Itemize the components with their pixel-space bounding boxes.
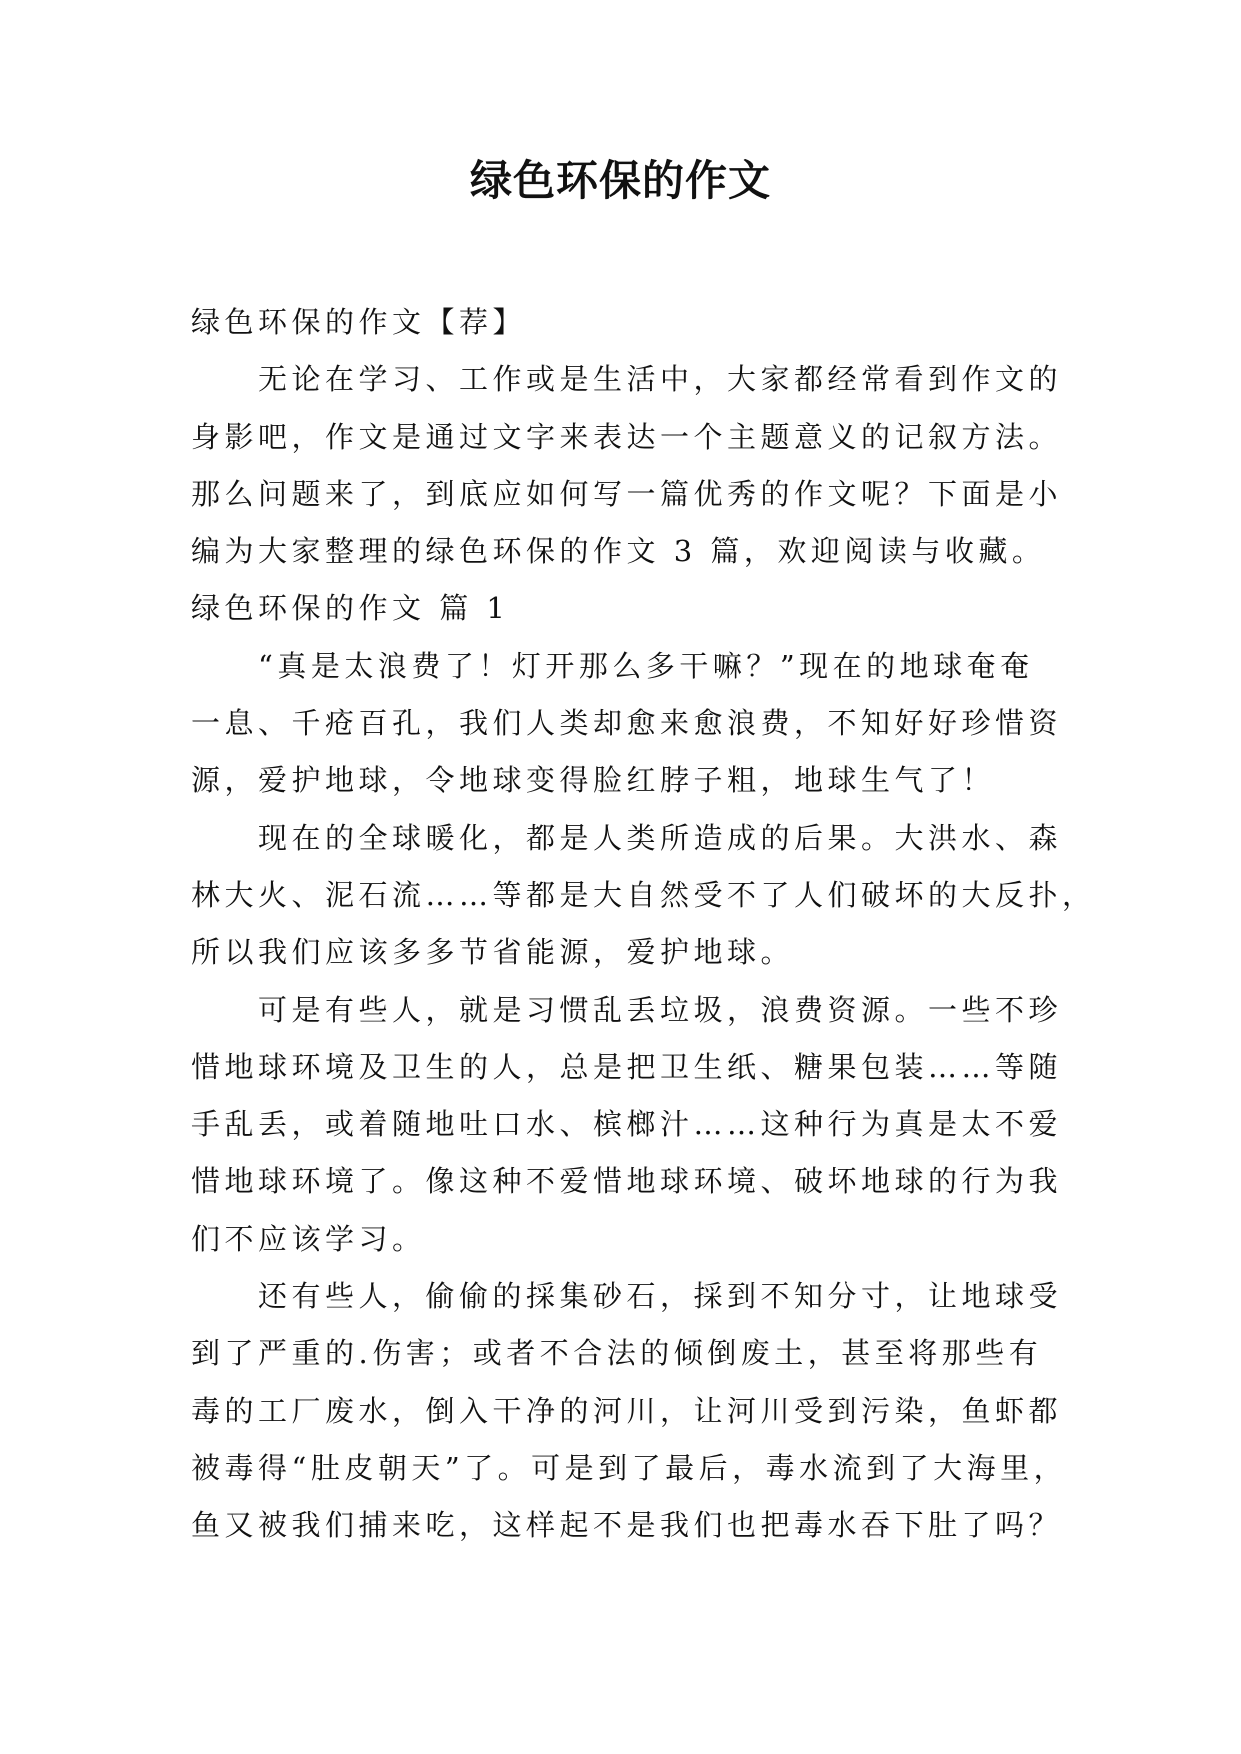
paragraph-line: 还有些人，偷偷的採集砂石，採到不知分寸，让地球受 bbox=[191, 1279, 1063, 1314]
paragraph-line: 可是有些人，就是习惯乱丢垃圾，浪费资源。一些不珍 bbox=[191, 992, 1063, 1027]
paragraph-line: 惜地球环境了。像这种不爱惜地球环境、破坏地球的行为我 bbox=[191, 1164, 1063, 1199]
paragraph-line: 编为大家整理的绿色环保的作文 3 篇，欢迎阅读与收藏。 bbox=[191, 534, 1046, 569]
paragraph-line: “真是太浪费了！灯开那么多干嘛？”现在的地球奄奄 bbox=[191, 648, 1034, 683]
paragraph-line: 到了严重的.伤害；或者不合法的倾倒废土，甚至将那些有 bbox=[191, 1336, 1043, 1371]
paragraph-line: 惜地球环境及卫生的人，总是把卫生纸、糖果包装……等随 bbox=[191, 1049, 1063, 1084]
paragraph-line: 身影吧，作文是通过文字来表达一个主题意义的记叙方法。 bbox=[191, 419, 1063, 454]
paragraph-line: 手乱丢，或着随地吐口水、槟榔汁……这种行为真是太不爱 bbox=[191, 1107, 1063, 1142]
document-title: 绿色环保的作文 bbox=[469, 156, 771, 205]
section-heading-line: 绿色环保的作文 篇 1 bbox=[191, 591, 510, 626]
paragraph-line: 鱼又被我们捕来吃，这样起不是我们也把毒水吞下肚了吗？ bbox=[191, 1508, 1063, 1543]
paragraph-line: 被毒得“肚皮朝天”了。可是到了最后，毒水流到了大海里， bbox=[191, 1450, 1068, 1485]
paragraph-line: 现在的全球暖化，都是人类所造成的后果。大洪水、森 bbox=[191, 820, 1063, 855]
paragraph-line: 源，爱护地球，令地球变得脸红脖子粗，地球生气了！ bbox=[191, 763, 996, 798]
document-body bbox=[191, 294, 1096, 1555]
paragraph-line: 毒的工厂废水，倒入干净的河川，让河川受到污染，鱼虾都 bbox=[191, 1393, 1063, 1428]
paragraph-line: 那么问题来了，到底应如何写一篇优秀的作文呢？下面是小 bbox=[191, 476, 1063, 511]
paragraph-line: 一息、千疮百孔，我们人类却愈来愈浪费，不知好好珍惜资 bbox=[191, 706, 1063, 741]
subtitle-line: 绿色环保的作文【荐】 bbox=[191, 305, 527, 339]
paragraph-line: 林大火、泥石流……等都是大自然受不了人们破坏的大反扑， bbox=[191, 877, 1096, 912]
paragraph-line: 们不应该学习。 bbox=[191, 1221, 426, 1256]
paragraph-line: 所以我们应该多多节省能源，爱护地球。 bbox=[191, 935, 795, 970]
paragraph-line: 无论在学习、工作或是生活中，大家都经常看到作文的 bbox=[191, 362, 1063, 397]
